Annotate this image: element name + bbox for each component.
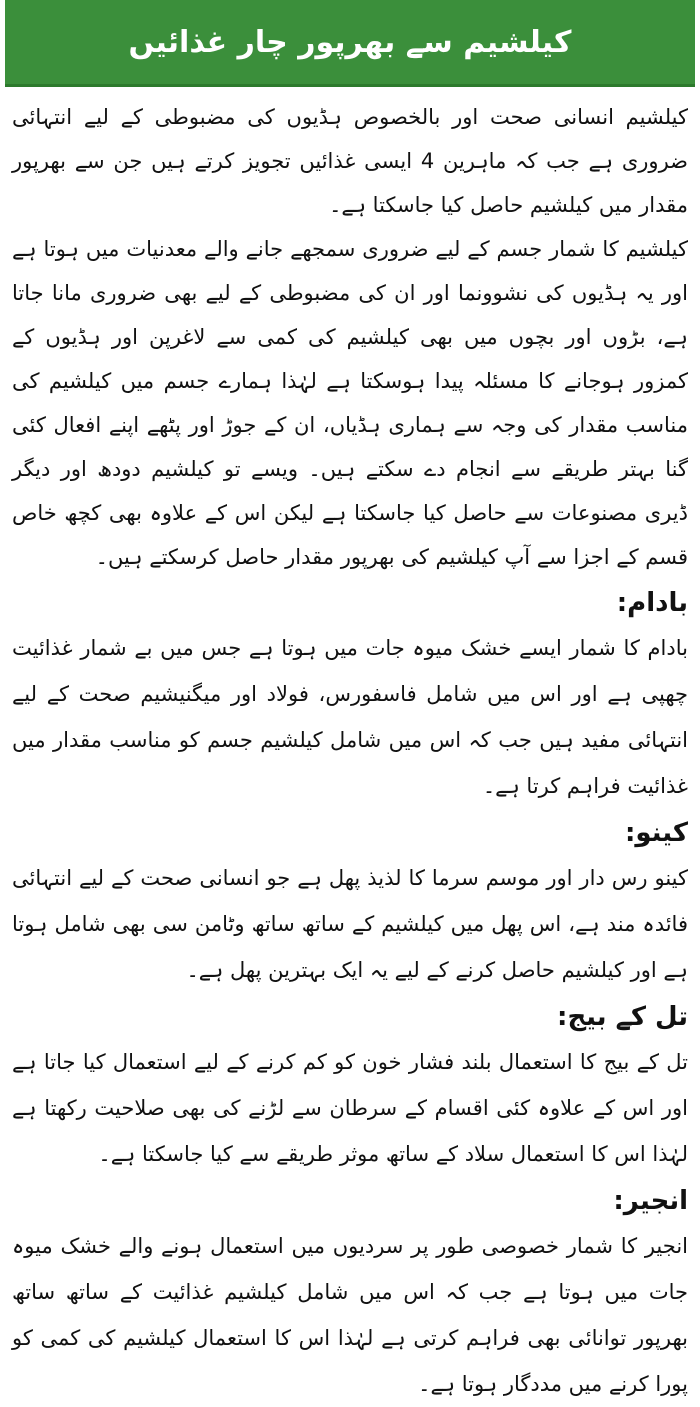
section-kinnow — [12, 813, 688, 993]
section-heading: تل کے بیج: — [557, 1002, 688, 1032]
section-paragraph: بادام کا شمار ایسے خشک میوہ جات میں ہوتا ہے جس میں بے شمار غذائیت چھپی ہے اور اس میں شامل فاسفورس، فولاد اور میگنیشیم صحت کے لیے انتہائی مفید ہیں جب کہ اس میں شامل کیلشیم جسم کو مناسب مقدار میں غذائیت فراہم کرتا ہے۔ — [12, 636, 688, 798]
page-title: کیلشیم سے بھرپور چار غذائیں — [128, 24, 572, 60]
section-almond — [12, 583, 688, 809]
section-heading: انجیر: — [613, 1186, 688, 1216]
intro-paragraph: کیلشیم انسانی صحت اور بالخصوص ہڈیوں کی مضبوطی کے لیے انتہائی ضروری ہے جب کہ ماہرین 4 ایسی غذائیں تجویز کرتے ہیں جن سے بھرپور مقدار میں کیلشیم حاصل کیا جاسکتا ہے۔ — [12, 105, 688, 217]
section-paragraph: کینو رس دار اور موسم سرما کا لذیذ پھل ہے جو انسانی صحت کے لیے انتہائی فائدہ مند ہے، اس پھل میں کیلشیم کے ساتھ ساتھ وٹامن سی بھی شامل ہوتا ہے اور کیلشیم حاصل کرنے کے لیے یہ ایک بہترین پھل ہے۔ — [12, 866, 688, 982]
section-fig — [12, 1181, 688, 1407]
article-body — [0, 87, 700, 1407]
title-banner — [5, 0, 695, 87]
section-heading: بادام: — [616, 588, 688, 618]
section-paragraph: انجیر کا شمار خصوصی طور پر سردیوں میں استعمال ہونے والے خشک میوہ جات میں ہوتا ہے جب کہ اس میں شامل کیلشیم غذائیت کے ساتھ ساتھ بھرپور توانائی بھی فراہم کرتی ہے لہٰذا اس کا استعمال کیلشیم کی کمی کو پورا کرنے میں مددگار ہوتا ہے۔ — [12, 1234, 688, 1396]
section-sesame-seeds — [12, 997, 688, 1177]
intro-paragraph: کیلشیم کا شمار جسم کے لیے ضروری سمجھے جانے والے معدنیات میں ہوتا ہے اور یہ ہڈیوں کی نشوونما اور ان کی مضبوطی کے لیے بھی ضروری مانا جاتا ہے، بڑوں اور بچوں میں بھی کیلشیم کی کمی سے لاغرپن اور ہڈیوں کے کمزور ہوجانے کا مسئلہ پیدا ہوسکتا ہے لہٰذا ہمارے جسم میں کیلشیم کی مناسب مقدار کی وجہ سے ہماری ہڈیاں، ان کے جوڑ اور پٹھے اپنے افعال کئی گنا بہتر طریقے سے انجام دے سکتے ہیں۔ ویسے تو کیلشیم دودھ اور دیگر ڈیری مصنوعات سے حاصل کیا جاسکتا ہے لیکن اس کے علاوہ بھی کچھ خاص قسم کے اجزا سے آپ کیلشیم کی بھرپور مقدار حاصل کرسکتے ہیں۔ — [12, 237, 688, 569]
section-heading: کینو: — [624, 818, 688, 848]
section-paragraph: تل کے بیج کا استعمال بلند فشار خون کو کم کرنے کے لیے استعمال کیا جاتا ہے اور اس کے علاوہ کئی اقسام کے سرطان سے لڑنے کی بھی صلاحیت رکھتا ہے لہٰذا اس کا استعمال سلاد کے ساتھ موثر طریقے سے کیا جاسکتا ہے۔ — [12, 1050, 688, 1166]
